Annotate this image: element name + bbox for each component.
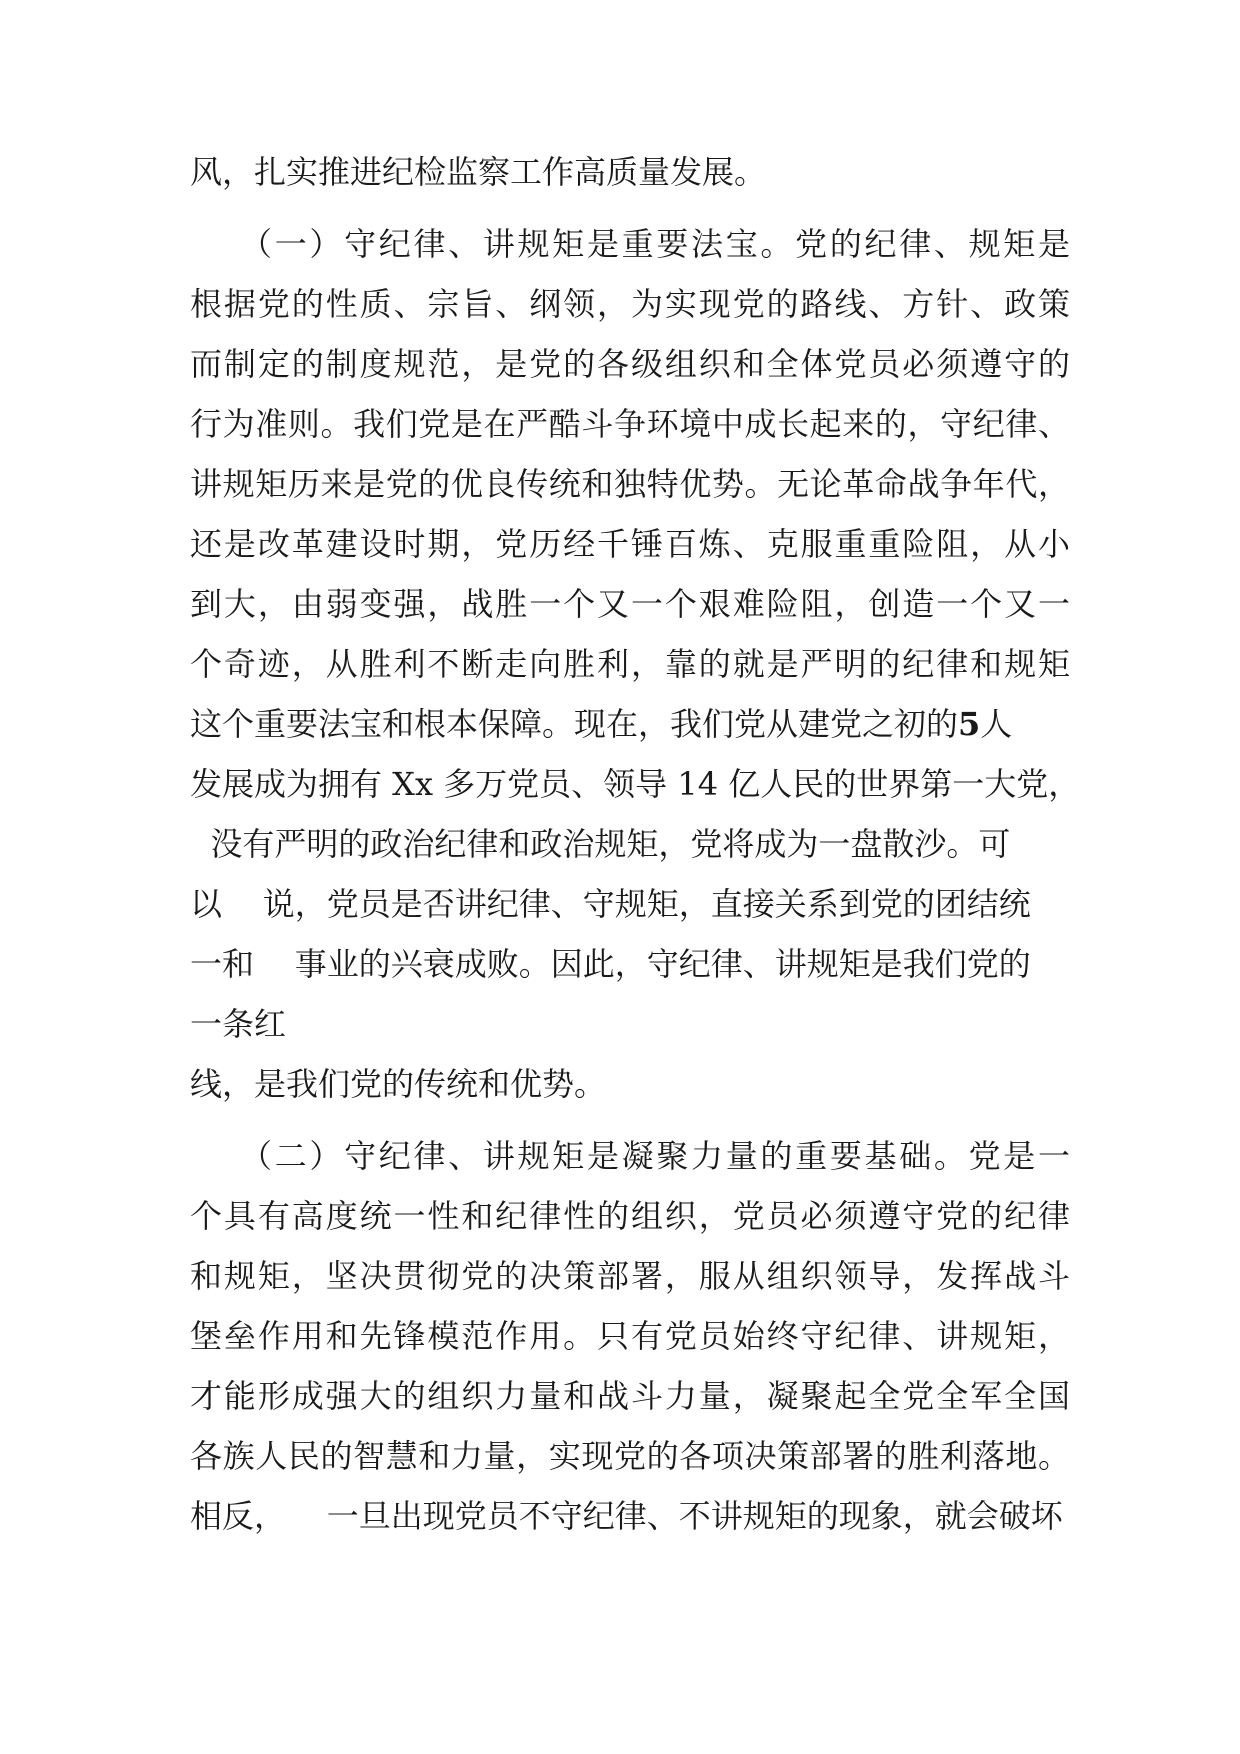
text-line: 各族人民的智慧和力量，实现党的各项决策部署的胜利落地。 <box>190 1437 1070 1475</box>
text-line: 根据党的性质、宗旨、纲领，为实现党的路线、方针、政策 <box>190 285 1070 323</box>
text-line: 个具有高度统一性和纪律性的组织，党员必须遵守党的纪律 <box>190 1197 1070 1235</box>
text-line: 个奇迹，从胜利不断走向胜利，靠的就是严明的纪律和规矩 <box>190 645 1070 683</box>
text-line: 线，是我们党的传统和优势。 <box>190 1065 607 1103</box>
text-line: 风，扎实推进纪检监察工作高质量发展。 <box>190 153 767 191</box>
bold-number: 5 <box>958 705 981 743</box>
text-line: 行为准则。我们党是在严酷斗争环境中成长起来的，守纪律、 <box>190 405 1070 443</box>
paragraph-1-first-line: （一）守纪律、讲规矩是重要法宝。党的纪律、规矩是 <box>240 225 1070 263</box>
text-line: 才能形成强大的组织力量和战斗力量，凝聚起全党全军全国 <box>190 1377 1070 1415</box>
paragraph-2-first-line: （二）守纪律、讲规矩是凝聚力量的重要基础。党是一 <box>240 1137 1070 1175</box>
line-text-tail: 人 <box>980 705 1013 743</box>
text-line: 一条红 <box>190 1005 287 1043</box>
text-line: 没有严明的政治纪律和政治规矩，党将成为一盘散沙。可 <box>190 825 1011 863</box>
text-line: 一和 事业的兴衰成败。因此，守纪律、讲规矩是我们党的 <box>190 945 1031 983</box>
text-line: 发展成为拥有 Xx 多万党员、领导 14 亿人民的世界第一大党， <box>190 765 1081 803</box>
text-line: 和规矩，坚决贯彻党的决策部署，服从组织领导，发挥战斗 <box>190 1257 1070 1295</box>
text-line: 堡垒作用和先锋模范作用。只有党员始终守纪律、讲规矩， <box>190 1317 1070 1355</box>
line-text: 这个重要法宝和根本保障。现在，我们党从建党之初的 <box>190 705 959 743</box>
text-line: 还是改革建设时期，党历经千锤百炼、克服重重险阻，从小 <box>190 525 1070 563</box>
text-line: 而制定的制度规范，是党的各级组织和全体党员必须遵守的 <box>190 345 1070 383</box>
text-line: 讲规矩历来是党的优良传统和独特优势。无论革命战争年代， <box>190 465 1070 503</box>
text-line: 以 说，党员是否讲纪律、守规矩，直接关系到党的团结统 <box>190 885 1031 923</box>
text-line: 相反， 一旦出现党员不守纪律、不讲规矩的现象，就会破坏 <box>190 1497 1063 1535</box>
text-line: 到大，由弱变强，战胜一个又一个艰难险阻，创造一个又一 <box>190 585 1070 623</box>
text-line-with-number <box>190 702 1070 746</box>
